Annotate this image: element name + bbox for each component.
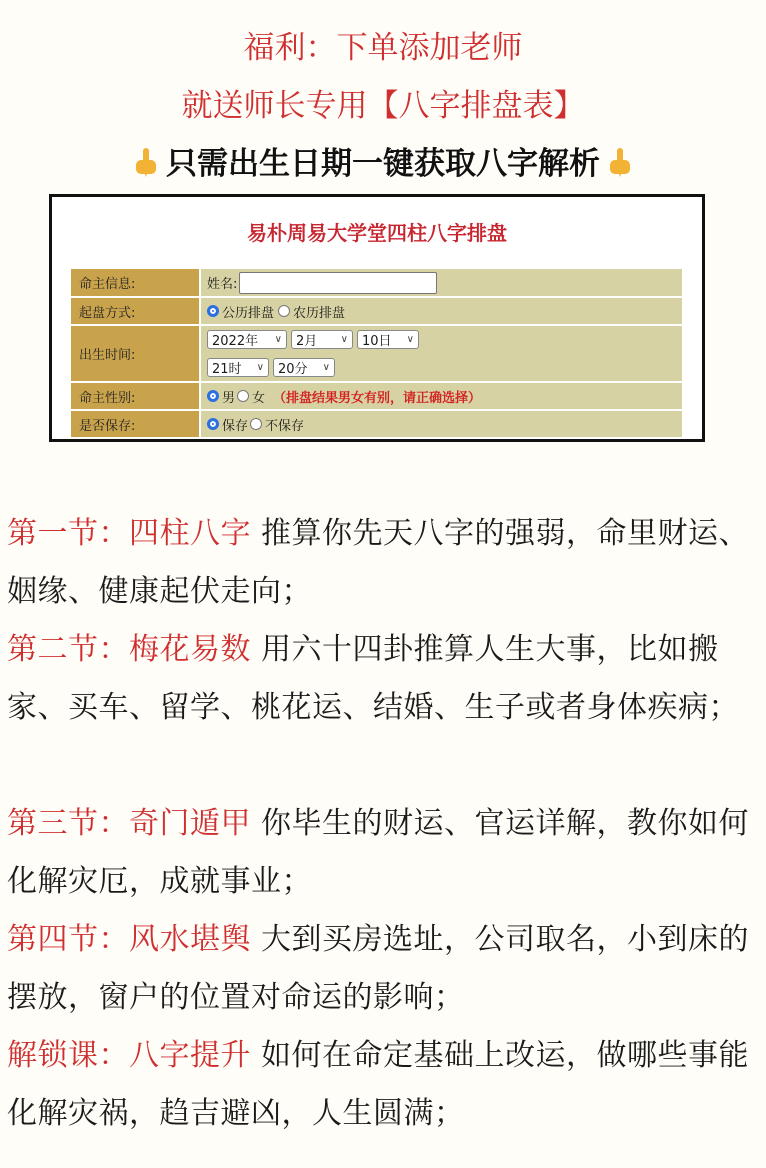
row-method xyxy=(71,298,682,324)
section-5-title: 解锁课：八字提升 xyxy=(7,1038,251,1073)
pointing-down-hand-icon xyxy=(606,146,634,180)
section-5 xyxy=(7,1027,762,1143)
month-select[interactable]: 2月 ∨ xyxy=(291,330,353,349)
row-gender xyxy=(71,383,682,409)
promo-line-3 xyxy=(0,144,766,184)
nosave-radio[interactable] xyxy=(250,418,262,430)
lunar-radio[interactable] xyxy=(278,305,290,317)
chevron-down-icon: ∨ xyxy=(322,361,330,373)
hour-select[interactable]: 21时 ∨ xyxy=(207,358,269,377)
solar-label: 公历排盘 xyxy=(222,305,275,321)
section-1-title: 第一节：四柱八字 xyxy=(7,516,251,551)
save-radio[interactable] xyxy=(207,418,219,430)
section-4-text: 大到买房选址，公司取名，小到床的摆放，窗户的位置对命运的影响； xyxy=(7,922,750,1015)
male-radio[interactable] xyxy=(207,390,219,402)
promo-line-2: 就送师长专用【八字排盘表】 xyxy=(181,88,585,124)
section-2-title: 第二节：梅花易数 xyxy=(7,632,251,667)
lunar-label: 农历排盘 xyxy=(293,305,346,321)
row-save xyxy=(71,411,682,437)
section-4-title: 第四节：风水堪舆 xyxy=(7,922,251,957)
chevron-down-icon: ∨ xyxy=(406,334,414,346)
name-field-label: 姓名: xyxy=(207,277,238,292)
bazi-chart-form-screenshot xyxy=(49,194,705,442)
chevron-down-icon: ∨ xyxy=(256,361,264,373)
nosave-label: 不保存 xyxy=(265,418,305,434)
label-birth: 出生时间: xyxy=(71,326,199,381)
section-2-text: 用六十四卦推算人生大事，比如搬家、买车、留学、桃花运、结婚、生子或者身体疾病； xyxy=(7,632,739,725)
section-1-text: 推算你先天八字的强弱，命里财运、姻缘、健康起伏走向； xyxy=(7,516,750,609)
section-1 xyxy=(7,505,762,621)
label-method: 起盘方式: xyxy=(71,298,199,324)
section-3-title: 第三节：奇门遁甲 xyxy=(7,806,251,841)
label-name: 命主信息: xyxy=(71,269,199,296)
chevron-down-icon: ∨ xyxy=(340,334,348,346)
label-gender: 命主性别: xyxy=(71,383,199,409)
chevron-down-icon: ∨ xyxy=(274,334,282,346)
section-4 xyxy=(7,911,762,1027)
solar-radio[interactable] xyxy=(207,305,219,317)
female-radio[interactable] xyxy=(237,390,249,402)
promo-line-3-text: 只需出生日期一键获取八字解析 xyxy=(166,146,600,182)
male-label: 男 xyxy=(222,390,236,406)
year-select[interactable]: 2022年 ∨ xyxy=(207,330,287,349)
female-label: 女 xyxy=(252,390,266,406)
row-name xyxy=(71,269,682,296)
section-3-text: 你毕生的财运、官运详解，教你如何化解灾厄，成就事业； xyxy=(7,806,750,899)
save-label: 保存 xyxy=(222,418,249,434)
gender-warning: （排盘结果男女有别，请正确选择） xyxy=(273,390,482,406)
label-save: 是否保存: xyxy=(71,411,199,437)
name-input[interactable] xyxy=(239,272,437,294)
form-title: 易朴周易大学堂四柱八字排盘 xyxy=(247,221,507,245)
pointing-down-hand-icon xyxy=(132,146,160,180)
section-5-text: 如何在命定基础上改运，做哪些事能化解灾祸，趋吉避凶，人生圆满； xyxy=(7,1038,750,1131)
form-table xyxy=(71,269,682,439)
section-3 xyxy=(7,795,762,911)
section-2 xyxy=(7,621,762,737)
day-select[interactable]: 10日 ∨ xyxy=(357,330,419,349)
promo-line-1: 福利：下单添加老师 xyxy=(243,30,523,66)
row-birth xyxy=(71,326,682,381)
minute-select[interactable]: 20分 ∨ xyxy=(273,358,335,377)
